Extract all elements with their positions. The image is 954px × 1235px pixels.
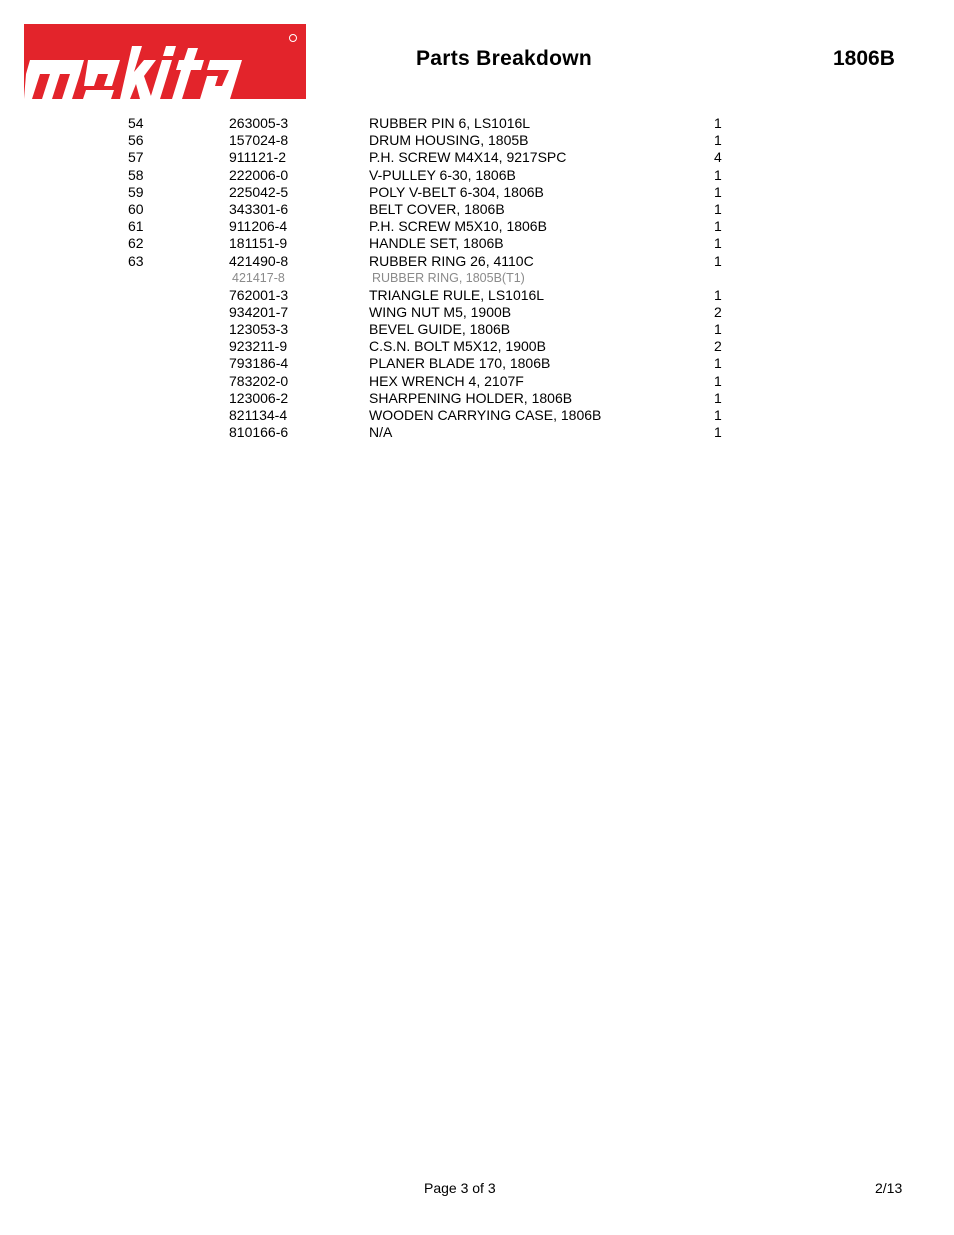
part-description: WING NUT M5, 1900B	[369, 303, 512, 320]
part-description: RUBBER PIN 6, LS1016L	[369, 115, 531, 131]
item-number: 60	[128, 200, 144, 217]
quantity: 2	[714, 303, 722, 320]
item-number: 58	[128, 166, 144, 183]
table-row	[0, 149, 954, 166]
part-description: DRUM HOUSING, 1805B	[369, 132, 529, 149]
table-row	[0, 390, 954, 407]
part-description: HEX WRENCH 4, 2107F	[369, 372, 524, 389]
quantity: 1	[714, 321, 722, 338]
part-number: 911206-4	[229, 218, 288, 235]
part-number: 923211-9	[229, 338, 288, 355]
quantity: 1	[714, 286, 722, 303]
part-number: 123053-3	[229, 321, 289, 338]
part-number: 911121-2	[229, 149, 287, 166]
part-description: RUBBER RING, 1805B(T1)	[372, 270, 525, 285]
item-number: 57	[128, 149, 144, 166]
part-number: 222006-0	[229, 166, 289, 183]
quantity: 1	[714, 115, 722, 131]
table-row	[0, 218, 954, 235]
table-row	[0, 132, 954, 149]
table-row	[0, 287, 954, 304]
table-row	[0, 253, 954, 270]
item-number: 56	[128, 132, 144, 149]
table-row	[0, 235, 954, 252]
table-row	[0, 407, 954, 424]
part-number: 123006-2	[229, 389, 289, 406]
part-description: SHARPENING HOLDER, 1806B	[369, 389, 573, 406]
quantity: 1	[714, 389, 722, 406]
makita-logo	[24, 24, 306, 99]
part-number: 821134-4	[229, 407, 288, 423]
part-description: V-PULLEY 6-30, 1806B	[369, 166, 516, 183]
alternate-part-row	[0, 270, 954, 287]
part-number: 934201-7	[229, 303, 289, 320]
part-number: 810166-6	[229, 424, 289, 441]
part-description: HANDLE SET, 1806B	[369, 235, 504, 252]
part-description: P.H. SCREW M4X14, 9217SPC	[369, 149, 567, 166]
part-description: BEVEL GUIDE, 1806B	[369, 321, 511, 338]
quantity: 1	[714, 235, 722, 252]
table-row	[0, 304, 954, 321]
table-row	[0, 355, 954, 372]
part-description: PLANER BLADE 170, 1806B	[369, 355, 551, 372]
quantity: 1	[714, 166, 722, 183]
part-number: 762001-3	[229, 286, 289, 303]
quantity: 1	[714, 355, 722, 372]
model-number: 1806B	[833, 47, 895, 70]
item-number: 63	[128, 252, 144, 269]
item-number: 54	[128, 115, 144, 131]
table-row	[0, 424, 954, 441]
part-description: P.H. SCREW M5X10, 1806B	[369, 218, 547, 235]
quantity: 1	[714, 218, 722, 235]
table-row	[0, 373, 954, 390]
part-number: 421417-8	[232, 270, 285, 285]
quantity: 1	[714, 132, 722, 149]
part-number: 181151-9	[229, 235, 288, 252]
part-number: 421490-8	[229, 252, 289, 269]
part-number: 793186-4	[229, 355, 289, 372]
part-description: TRIANGLE RULE, LS1016L	[369, 286, 545, 303]
revision-date: 2/13	[875, 1180, 903, 1196]
page-number: Page 3 of 3	[424, 1180, 496, 1196]
item-number: 62	[128, 235, 144, 252]
item-number: 59	[128, 183, 144, 200]
quantity: 1	[714, 252, 722, 269]
part-number: 157024-8	[229, 132, 289, 149]
table-row	[0, 338, 954, 355]
quantity: 1	[714, 372, 722, 389]
part-description: RUBBER RING 26, 4110C	[369, 252, 534, 269]
page-title: Parts Breakdown	[416, 47, 593, 70]
item-number: 61	[128, 218, 144, 235]
part-description: N/A	[369, 424, 393, 441]
table-row	[0, 201, 954, 218]
part-description: WOODEN CARRYING CASE, 1806B	[369, 407, 602, 423]
part-number: 783202-0	[229, 372, 289, 389]
quantity: 1	[714, 200, 722, 217]
part-description: POLY V-BELT 6-304, 1806B	[369, 183, 544, 200]
quantity: 1	[714, 424, 722, 441]
quantity: 4	[714, 149, 722, 166]
quantity: 1	[714, 183, 722, 200]
part-description: C.S.N. BOLT M5X12, 1900B	[369, 338, 546, 355]
part-number: 343301-6	[229, 200, 289, 217]
table-row	[0, 184, 954, 201]
quantity: 1	[714, 407, 722, 423]
part-number: 263005-3	[229, 115, 289, 131]
parts-table	[0, 115, 954, 441]
part-description: BELT COVER, 1806B	[369, 200, 505, 217]
table-row	[0, 115, 954, 132]
table-row	[0, 321, 954, 338]
part-number: 225042-5	[229, 183, 289, 200]
table-row	[0, 167, 954, 184]
quantity: 2	[714, 338, 722, 355]
